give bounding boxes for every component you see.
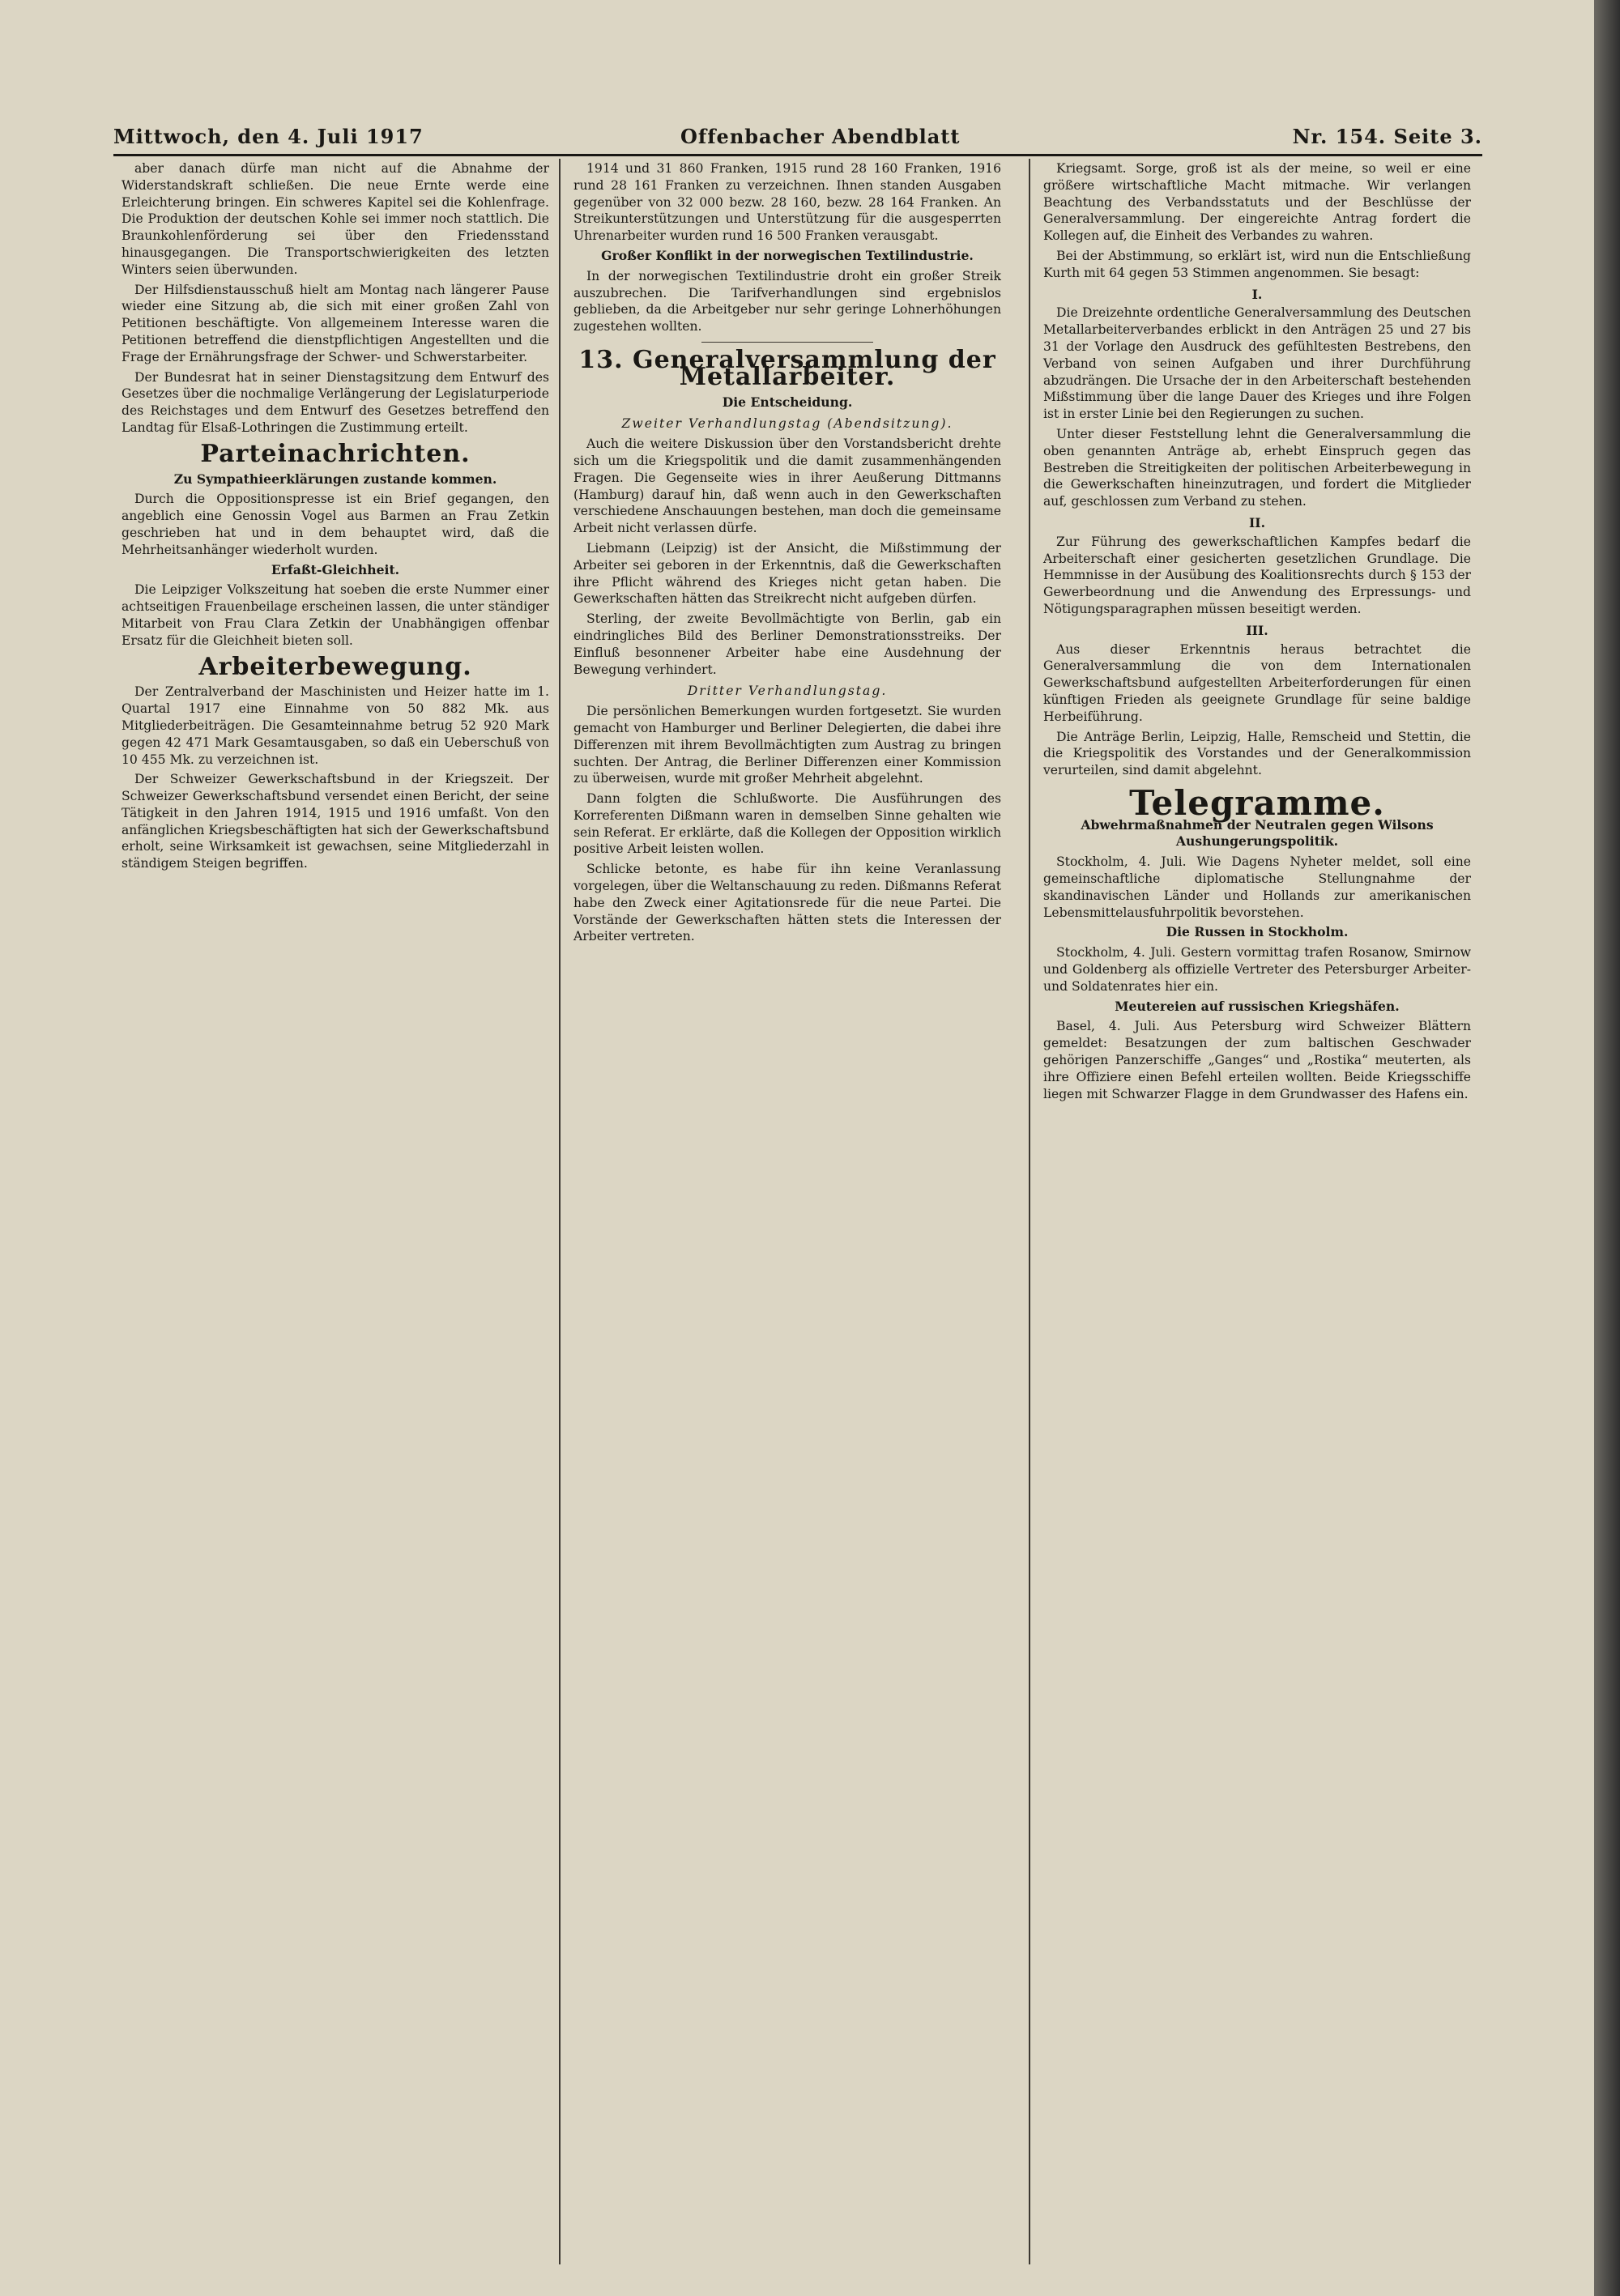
- article-subheading: Zweiter Verhandlungstag (Abendsitzung).: [621, 416, 953, 432]
- article-subheading: Zu Sympathieerklärungen zustande kommen.: [173, 471, 497, 487]
- section-heading-arbeiterbewegung: Arbeiterbewegung.: [198, 652, 472, 681]
- section-heading-telegramme: Telegramme.: [1129, 782, 1385, 823]
- article-text: Die persönlichen Bemerkungen wurden fortgesetzt. Sie wurden gemacht von Hamburger und Berliner Delegierten, die dabei ihre Differenzen mit ihrem Bevollmächtigten zum Austrag zu bringen suchten. Der Antrag, die Berliner Differenzen einer Kommission zu überweisen, wurde mit großer Mehrheit abgelehnt.: [573, 704, 1001, 786]
- article-subheading: Erfaßt-Gleichheit.: [271, 561, 400, 577]
- section-number: III.: [1246, 622, 1268, 638]
- column-2: [573, 160, 1001, 948]
- article-text: Kriegsamt. Sorge, groß ist als der meine, so weil er eine größere wirtschaftliche Macht mitmache. Wir verlangen Beachtung des Verbandsstatuts und der Beschlüsse der Generalversammlung. Der eingereichte Antrag fordert die Kollegen auf, die Einheit des Verbandes zu wahren.: [1043, 161, 1471, 244]
- masthead-rule: [113, 154, 1482, 156]
- article-text: Sterling, der zweite Bevollmächtigte von Berlin, gab ein eindringliches Bild des Berliner Demonstrationsstreiks. Der Einfluß besonnener Arbeiter habe eine Ausdehnung der Bewegung verhindert.: [573, 611, 1001, 677]
- scan-edge: [1594, 0, 1620, 2296]
- article-text: 1914 und 31 860 Franken, 1915 rund 28 160 Franken, 1916 rund 28 161 Franken zu verzeichnen. Ihnen standen Ausgaben gegenüber von 32 000 bezw. 28 160, bezw. 28 164 Franken. An Streikunterstützungen und Unterstützung für die ausgesperrten Uhrenarbeiter wurden rund 16 500 Franken verausgabt.: [573, 161, 1001, 244]
- article-text: Durch die Oppositionspresse ist ein Brief gegangen, den angeblich eine Genossin Vogel aus Barmen an Frau Zetkin geschrieben hat und in dem behauptet wird, daß die Mehrheitsanhänger wiederholt wurden.: [122, 492, 549, 557]
- article-text: Der Schweizer Gewerkschaftsbund in der Kriegszeit. Der Schweizer Gewerkschaftsbund versendet einen Bericht, der seine Tätigkeit in den Jahren 1914, 1915 und 1916 umfaßt. Von den anfänglichen Kriegsbeschäftigten hat sich der Gewerkschaftsbund erholt, seine Wirksamkeit ist gewachsen, seine Mitgliederzahl in ständigem Steigen begriffen.: [122, 772, 549, 871]
- separator: [701, 342, 872, 343]
- article-subheading: Die Entscheidung.: [722, 394, 853, 410]
- section-number: I.: [1251, 286, 1263, 302]
- article-subheading: Meutereien auf russischen Kriegshäfen.: [1115, 998, 1400, 1014]
- article-subheading: Abwehrmaßnahmen der Neutralen gegen Wilsons Aushungerungspolitik.: [1081, 816, 1434, 850]
- article-text: Die Dreizehnte ordentliche Generalversammlung des Deutschen Metallarbeiterverbandes erblickt in den Anträgen 25 und 27 bis 31 der Vorlage den Ausdruck des gefühltesten Bestrebens, den Verband von seinen Aufgaben und ihrer Durchführung abzudrängen. Die Ursache der in den Arbeiterschaft bestehenden Mißstimmung über die lange Dauer des Krieges und ihre Folgen ist in erster Linie bei den Regierungen zu suchen.: [1043, 305, 1471, 422]
- article-text: In der norwegischen Textilindustrie droht ein großer Streik auszubrechen. Die Tarifverhandlungen sind ergebnislos geblieben, da die Arbeitgeber nur sehr geringe Lohnerhöhungen zugestehen wollten.: [573, 268, 1001, 334]
- section-heading-metallarbeiter: 13. Generalversammlung der Metallarbeiter.: [578, 345, 996, 391]
- article-text: Schlicke betonte, es habe für ihn keine Veranlassung vorgelegen, über die Weltanschauung zu reden. Dißmanns Referat habe den Zweck einer Agitationsrede für die neue Partei. Die Vorstände der Gewerkschaften hätten stets die Interessen der Arbeiter vertreten.: [573, 862, 1001, 944]
- issue-page-number: Nr. 154. Seite 3.: [1292, 125, 1482, 148]
- section-number: II.: [1248, 514, 1266, 530]
- masthead: [113, 120, 1482, 152]
- article-text: Bei der Abstimmung, so erklärt ist, wird nun die Entschließung Kurth mit 64 gegen 53 Stimmen angenommen. Sie besagt:: [1043, 248, 1471, 280]
- paper-name: Offenbacher Abendblatt: [680, 125, 961, 148]
- article-text: Die Leipziger Volkszeitung hat soeben die erste Nummer einer achtseitigen Frauenbeilage erscheinen lassen, die unter ständiger Mitarbeit von Frau Clara Zetkin der Unabhängigen offenbar Ersatz für die Gleichheit bieten soll.: [122, 582, 549, 648]
- article-text: aber danach dürfe man nicht auf die Abnahme der Widerstandskraft schließen. Die neue Ernte werde eine Erleichterung bringen. Ein schweres Kapitel sei die Kohlenfrage. Die Produktion der deutschen Kohle sei immer noch stattlich. Die Braunkohlenförderung sei über den Friedensstand hinausgegangen. Die Transportschwierigkeiten des letzten Winters seien überwunden.: [122, 161, 549, 277]
- article-text: Aus dieser Erkenntnis heraus betrachtet die Generalversammlung die von dem Internationalen Gewerkschaftsbund aufgestellten Arbeiterforderungen für einen künftigen Frieden als geeignete Grundlage für seine baldige Herbeiführung.: [1043, 641, 1471, 724]
- article-text: Stockholm, 4. Juli. Wie Dagens Nyheter meldet, soll eine gemeinschaftliche diplomatische Stellungnahme der skandinavischen Länder und Hollands zur amerikanischen Lebensmittelausfuhrpolitik bevorstehen.: [1043, 854, 1471, 920]
- column-divider: [559, 159, 561, 2264]
- column-3: [1043, 160, 1471, 1105]
- article-text: Der Zentralverband der Maschinisten und Heizer hatte im 1. Quartal 1917 eine Einnahme von 50 882 Mk. aus Mitgliederbeiträgen. Die Gesamteinnahme betrug 52 920 Mark gegen 42 471 Mark Gesamtausgaben, so daß ein Ueberschuß von 10 455 Mk. zu verzeichnen ist.: [122, 684, 549, 767]
- article-text: Unter dieser Feststellung lehnt die Generalversammlung die oben genannten Anträge ab, erhebt Einspruch gegen das Bestreben die Streitigkeiten der politischen Arbeiterbewegung in die Gewerkschaften hineinzutragen, und fordert die Mitglieder auf, geschlossen zum Verband zu stehen.: [1043, 426, 1471, 509]
- article-text: Die Anträge Berlin, Leipzig, Halle, Remscheid und Stettin, die die Kriegspolitik des Vorstandes und der Generalkommission verurteilen, sind damit abgelehnt.: [1043, 729, 1471, 778]
- article-text: Liebmann (Leipzig) ist der Ansicht, die Mißstimmung der Arbeiter sei geboren in der Erkenntnis, daß die Gewerkschaften ihre Pflicht während des Krieges nicht getan haben. Die Gewerkschaften hätten das Streikrecht nicht aufgeben dürfen.: [573, 540, 1001, 607]
- article-text: Der Bundesrat hat in seiner Dienstagsitzung dem Entwurf des Gesetzes über die nochmalige Verlängerung der Legislaturperiode des Reichstages und dem Entwurf des Gesetzes betreffend den Landtag für Elsaß-Lothringen die Zustimmung erteilt.: [122, 369, 549, 435]
- article-text: Dann folgten die Schlußworte. Die Ausführungen des Korreferenten Dißmann waren in demselben Sinne gehalten wie sein Referat. Er erklärte, daß die Kollegen der Opposition wirklich positive Arbeit leisten wollen.: [573, 791, 1001, 857]
- article-subheading: Dritter Verhandlungstag.: [687, 684, 888, 699]
- article-text: Stockholm, 4. Juli. Gestern vormittag trafen Rosanow, Smirnow und Goldenberg als offizielle Vertreter des Petersburger Arbeiter- und Soldatenrates hier ein.: [1043, 945, 1471, 994]
- article-text: Auch die weitere Diskussion über den Vorstandsbericht drehte sich um die Kriegspolitik und die damit zusammenhängenden Fragen. Die Gegenseite wies in ihrer Aeußerung Dittmanns (Hamburg) darauf hin, daß wenn auch in den Gewerkschaften verschiedene Anschauungen bestehen, man doch die gemeinsame Arbeit nicht verlassen dürfe.: [573, 437, 1001, 536]
- article-text: Zur Führung des gewerkschaftlichen Kampfes bedarf die Arbeiterschaft einer gesicherten gesetzlichen Grundlage. Die Hemmnisse in der Ausübung des Koalitionsrechts durch § 153 der Gewerbeordnung und die Anwendung des Erpressungs- und Nötigungsparagraphen müssen beseitigt werden.: [1043, 534, 1471, 616]
- article-subheading: Die Russen in Stockholm.: [1166, 924, 1349, 940]
- article-subheading: Großer Konflikt in der norwegischen Textilindustrie.: [601, 247, 974, 263]
- section-heading-parteinachrichten: Parteinachrichten.: [200, 439, 471, 468]
- article-text: Der Hilfsdienstausschuß hielt am Montag nach längerer Pause wieder eine Sitzung ab, die sich mit einer großen Zahl von Petitionen beschäftigte. Von allgemeinem Interesse waren die Petitionen betreffend die dienstpflichtigen Angestellten und die Frage der Ernährungsfrage der Schwer- und Schwerstarbeiter.: [122, 282, 549, 364]
- column-divider: [1029, 159, 1030, 2264]
- article-text: Basel, 4. Juli. Aus Petersburg wird Schweizer Blättern gemeldet: Besatzungen der zum baltischen Geschwader gehörigen Panzerschiffe „Ganges“ und „Rostika“ meuterten, als ihre Offiziere einen Befehl erteilen wollten. Beide Kriegsschiffe liegen mit Schwarzer Flagge in dem Grundwasser des Hafens ein.: [1043, 1019, 1471, 1101]
- issue-date: Mittwoch, den 4. Juli 1917: [113, 125, 424, 148]
- column-1: [122, 160, 549, 875]
